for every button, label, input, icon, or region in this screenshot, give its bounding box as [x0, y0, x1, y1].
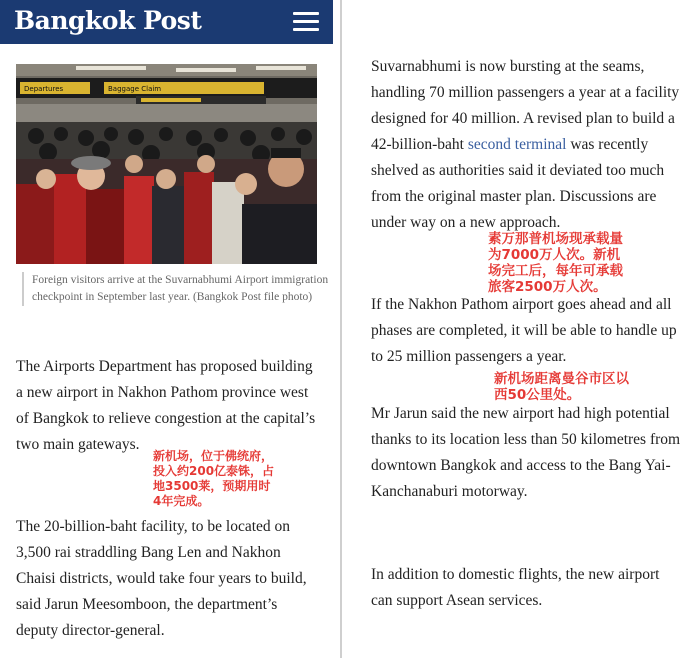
- left-paragraph-2: The 20-billion-baht facility, to be located on 3,500 rai straddling Bang Len and Nakhon Chaisi districts, would take four years to build, said Jarun Meesomboon, the department’s deputy director-general.: [16, 518, 307, 639]
- hamburger-menu-icon[interactable]: [293, 12, 319, 32]
- right-screenshot-panel: [344, 0, 700, 658]
- panel-divider: [340, 0, 342, 658]
- annotation-new-airport: 新机场，位于佛统府， 投入约200亿泰铢，占 地3500莱，预期用时 4年完成。: [153, 449, 275, 508]
- left-paragraph-1: The Airports Department has proposed building a new airport in Nakhon Pathom province west of Bangkok to relieve congestion at the capital’s two main gateways.: [16, 358, 316, 453]
- photo-caption: Foreign visitors arrive at the Suvarnabhumi Airport immigration checkpoint in September last year. (Bangkok Post file photo): [22, 272, 332, 306]
- annotation-distance: 新机场距离曼谷市区以 西50公里处。: [494, 371, 629, 403]
- airport-crowd-photo: [16, 64, 317, 264]
- bangkok-post-logo[interactable]: Bangkok Post: [14, 6, 202, 35]
- right-paragraph-1: [371, 54, 686, 236]
- second-terminal-link[interactable]: second terminal: [467, 136, 567, 153]
- right-paragraph-3: Mr Jarun said the new airport had high potential thanks to its location less than 50 kilometres from downtown Bangkok and access to the Bang Yai-Kanchanaburi motorway.: [371, 405, 681, 500]
- departures-sign-text: Departures: [24, 85, 64, 93]
- right-paragraph-1-text-a: Suvarnabhumi is now bursting at the seams, handling 70 million passengers a year at a facility designed for 40 million. A revised plan to build a 42-billion-baht: [371, 58, 680, 153]
- annotation-passenger-capacity: 素万那普机场现承载量 为7000万人次。新机 场完工后，每年可承载 旅客2500万人次。: [488, 231, 623, 295]
- baggage-sign-text: Baggage Claim: [108, 85, 162, 93]
- left-screenshot-panel: [0, 0, 338, 658]
- right-paragraph-4: In addition to domestic flights, the new airport can support Asean services.: [371, 566, 660, 609]
- right-paragraph-1-text-b: was recently shelved as authorities said it deviated too much from the original master plan. Discussions are under way on a new approach.: [371, 136, 665, 231]
- right-paragraph-2: If the Nakhon Pathom airport goes ahead and all phases are completed, it will be able to handle up to 25 million passengers a year.: [371, 296, 677, 365]
- site-header: [0, 0, 333, 44]
- article-photo: [16, 64, 317, 264]
